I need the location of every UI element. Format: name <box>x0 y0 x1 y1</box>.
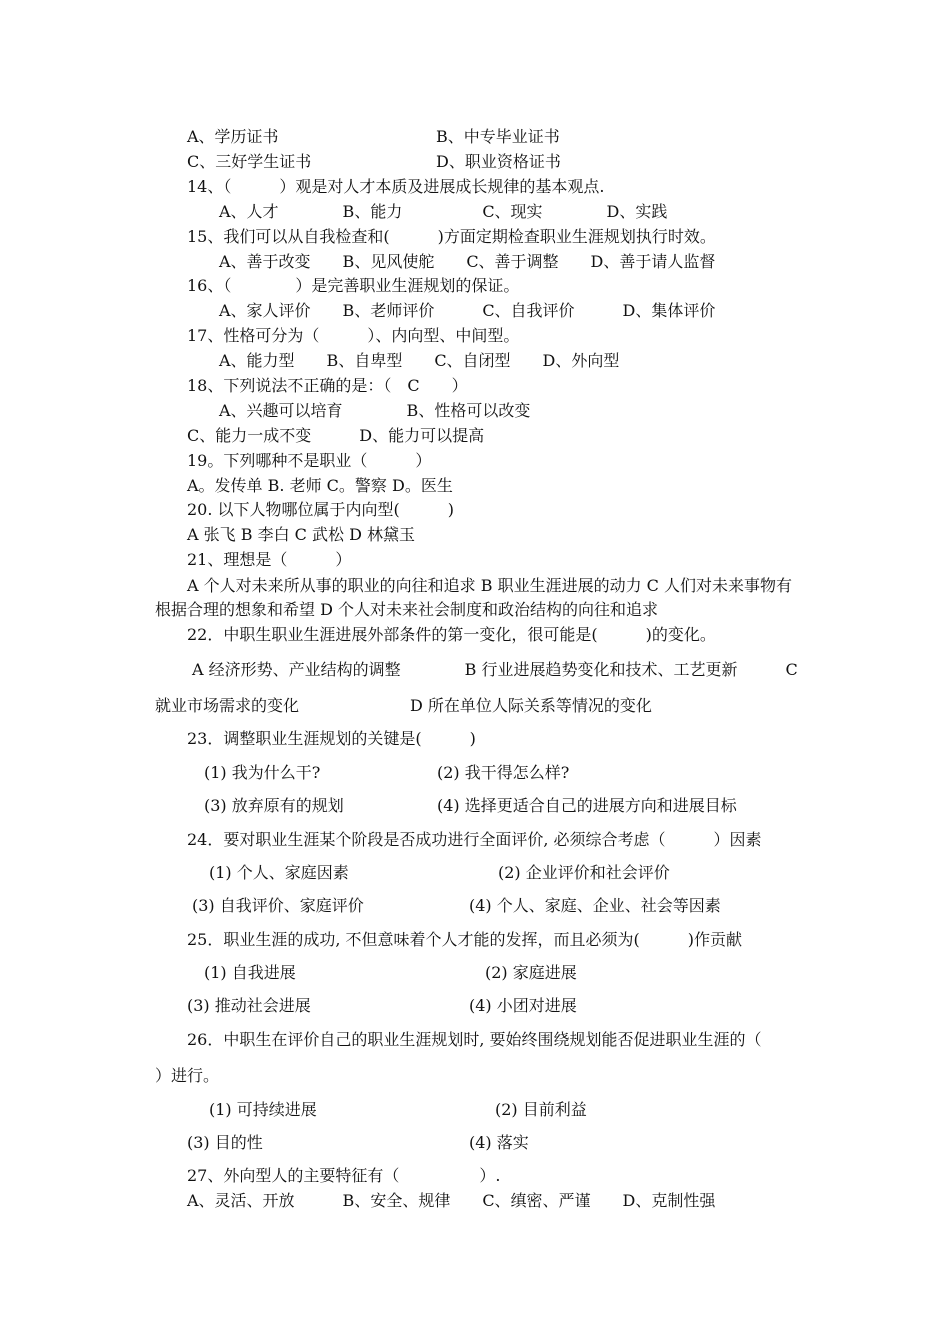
option-line: 就业市场需求的变化 D 所在单位人际关系等情况的变化 <box>155 696 652 715</box>
option-line: (1) 可持续进展 (2) 目前利益 <box>209 1100 587 1119</box>
question-line: 15、我们可以从自我检查和( )方面定期检查职业生涯规划执行时效。 <box>187 227 716 246</box>
question-line: 25．职业生涯的成功, 不但意味着个人才能的发挥，而且必须为( )作贡献 <box>187 930 743 949</box>
question-line: 17、性格可分为（ ）、内向型、中间型。 <box>187 326 520 345</box>
question-line: 19。下列哪种不是职业（ ） <box>187 451 432 470</box>
option-line: 根据合理的想象和希望 D 个人对未来社会制度和政治结构的向往和追求 <box>155 600 659 619</box>
question-line: 14、（ ）观是对人才本质及进展成长规律的基本观点. <box>187 177 605 196</box>
question-line: 18、下列说法不正确的是：（ C ） <box>187 376 468 395</box>
option-line: (1) 自我进展 (2) 家庭进展 <box>204 963 577 982</box>
question-line: 20. 以下人物哪位属于内向型( ) <box>187 500 455 519</box>
question-line: 26．中职生在评价自己的职业生涯规划时, 要始终围绕规划能否促进职业生涯的（ <box>187 1030 762 1049</box>
option-line: A、家人评价 B、老师评价 C、自我评价 D、集体评价 <box>219 301 716 320</box>
question-line: 24．要对职业生涯某个阶段是否成功进行全面评价, 必须综合考虑（ ）因素 <box>187 830 762 849</box>
question-line: 27、外向型人的主要特征有（ ）. <box>187 1166 501 1185</box>
option-line: (3) 推动社会进展 (4) 小团对进展 <box>187 996 577 1015</box>
option-line: C、能力一成不变 D、能力可以提高 <box>187 426 485 445</box>
option-line: A 张飞 B 李白 C 武松 D 林黛玉 <box>187 525 415 544</box>
option-line: A、灵活、开放 B、安全、规律 C、缜密、严谨 D、克制性强 <box>187 1191 716 1210</box>
option-line: (1) 我为什么干? (2) 我干得怎么样? <box>204 763 570 782</box>
question-line: 16、（ ）是完善职业生涯规划的保证。 <box>187 276 520 295</box>
question-line: 22．中职生职业生涯进展外部条件的第一变化，很可能是( )的变化。 <box>187 625 716 644</box>
option-line: A、兴趣可以培育 B、性格可以改变 <box>219 401 531 420</box>
option-line: (3) 目的性 (4) 落实 <box>187 1133 529 1152</box>
option-line: A 个人对未来所从事的职业的向往和追求 B 职业生涯进展的动力 C 人们对未来事物有 <box>187 576 792 595</box>
option-line: (3) 自我评价、家庭评价 (4) 个人、家庭、企业、社会等因素 <box>192 896 721 915</box>
option-line: A。发传单 B. 老师 C。警察 D。医生 <box>187 476 453 495</box>
question-line: ）进行。 <box>155 1066 220 1085</box>
option-line: A 经济形势、产业结构的调整 B 行业进展趋势变化和技术、工艺更新 C <box>192 660 798 679</box>
option-line: (1) 个人、家庭因素 (2) 企业评价和社会评价 <box>209 863 670 882</box>
option-line: A、善于改变 B、见风使舵 C、善于调整 D、善于请人监督 <box>219 252 716 271</box>
option-line: C、三好学生证书 D、职业资格证书 <box>187 152 561 171</box>
question-line: 23．调整职业生涯规划的关键是( ) <box>187 729 476 748</box>
option-line: A、人才 B、能力 C、现实 D、实践 <box>219 202 668 221</box>
option-line: A、学历证书 B、中专毕业证书 <box>187 127 560 146</box>
option-line: (3) 放弃原有的规划 (4) 选择更适合自己的进展方向和进展目标 <box>204 796 737 815</box>
option-line: A、能力型 B、自卑型 C、自闭型 D、外向型 <box>219 351 620 370</box>
question-line: 21、理想是（ ） <box>187 550 352 569</box>
